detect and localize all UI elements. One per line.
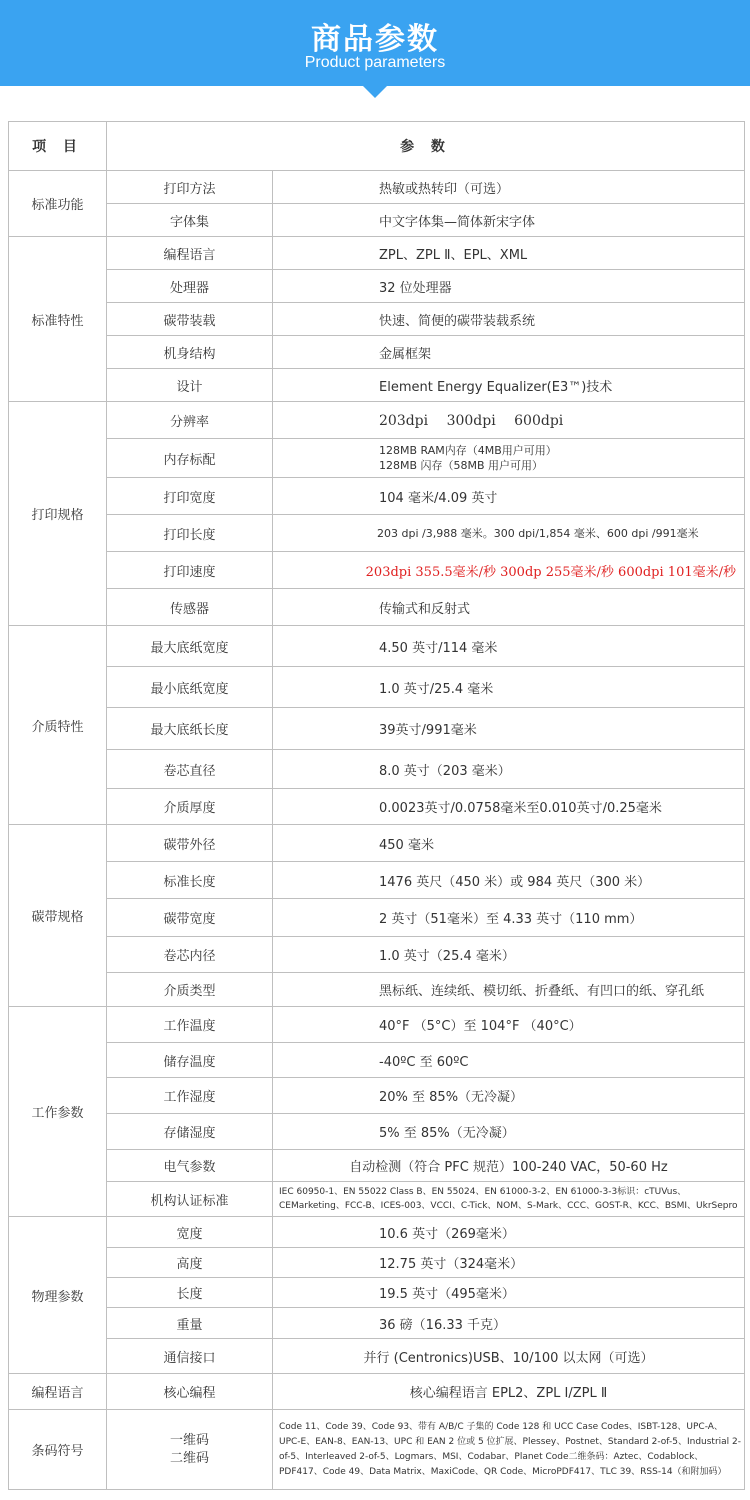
row-label <box>107 1410 273 1490</box>
row-label: 分辨率 <box>107 402 273 439</box>
row-label: 机构认证标准 <box>107 1182 273 1217</box>
row-value: 39英寸/991毫米 <box>273 708 745 750</box>
group-label: 标准功能 <box>9 171 107 237</box>
row-value: 5% 至 85%（无冷凝） <box>273 1114 745 1150</box>
table-row <box>9 478 745 515</box>
group-label: 标准特性 <box>9 237 107 402</box>
row-label: 最大底纸长度 <box>107 708 273 750</box>
table-row <box>9 1248 745 1278</box>
table-row <box>9 937 745 973</box>
row-value: -40ºC 至 60ºC <box>273 1043 745 1078</box>
table-row <box>9 789 745 825</box>
row-value: 1.0 英寸/25.4 毫米 <box>273 667 745 708</box>
row-value: 1.0 英寸（25.4 毫米） <box>273 937 745 973</box>
group-label: 工作参数 <box>9 1007 107 1217</box>
row-label: 设计 <box>107 369 273 402</box>
row-value: 快速、简便的碳带装载系统 <box>273 303 745 336</box>
row-value: 传输式和反射式 <box>273 589 745 626</box>
row-label-line: 一维码 <box>169 1432 209 1448</box>
row-value: 黑标纸、连续纸、模切纸、折叠纸、有凹口的纸、穿孔纸 <box>273 973 745 1007</box>
table-row <box>9 1114 745 1150</box>
row-value: Element Energy Equalizer(E3™)技术 <box>273 369 745 402</box>
row-label: 碳带宽度 <box>107 899 273 937</box>
row-value: 并行 (Centronics)USB、10/100 以太网（可选） <box>273 1339 745 1374</box>
row-value: 核心编程语言 EPL2、ZPL I/ZPL Ⅱ <box>273 1374 745 1410</box>
row-value: 中文字体集—简体新宋字体 <box>273 204 745 237</box>
row-label: 工作湿度 <box>107 1078 273 1114</box>
row-value: 10.6 英寸（269毫米） <box>273 1217 745 1248</box>
row-label: 电气参数 <box>107 1150 273 1182</box>
table-row <box>9 515 745 552</box>
table-row <box>9 973 745 1007</box>
row-value: IEC 60950-1、EN 55022 Class B、EN 55024、EN 61000-3-2、EN 61000-3-3标识：cTUVus、CEMarketing、FCC-B、ICES-003、VCCI、C-Tick、NOM、S-Mark、CCC、GOST-R、KCC、BSMI、UkrSepro <box>273 1182 745 1217</box>
row-label: 打印长度 <box>107 515 273 552</box>
row-value: 203dpi 300dpi 600dpi <box>273 402 745 439</box>
table-row <box>9 750 745 789</box>
group-label: 编程语言 <box>9 1374 107 1410</box>
row-value: 12.75 英寸（324毫米） <box>273 1248 745 1278</box>
row-label: 储存温度 <box>107 1043 273 1078</box>
row-label: 处理器 <box>107 270 273 303</box>
table-row <box>9 552 745 589</box>
table-row <box>9 303 745 336</box>
table-row <box>9 708 745 750</box>
row-label: 工作温度 <box>107 1007 273 1043</box>
row-label: 标准长度 <box>107 862 273 899</box>
row-label: 打印宽度 <box>107 478 273 515</box>
table-row <box>9 1182 745 1217</box>
table-row <box>9 1007 745 1043</box>
table-row <box>9 1308 745 1339</box>
row-label-line: 二维码 <box>169 1450 209 1466</box>
row-value: 8.0 英寸（203 毫米） <box>273 750 745 789</box>
table-row <box>9 1150 745 1182</box>
table-row <box>9 862 745 899</box>
table-header-row <box>9 122 745 171</box>
row-label: 打印速度 <box>107 552 273 589</box>
row-label: 长度 <box>107 1278 273 1308</box>
row-label: 宽度 <box>107 1217 273 1248</box>
page-title: 商品参数 <box>311 22 439 57</box>
row-value: Code 11、Code 39、Code 93、带有 A/B/C 子集的 Code 128 和 UCC Case Codes、ISBT-128、UPC-A、UPC-E、EAN-8、EAN-13、UPC 和 EAN 2 位或 5 位扩展、Plessey、Postnet、Standard 2-of-5、Industrial 2-of-5、Interleaved 2-of-5、Logmars、MSI、Codabar、Planet Code二维条码：Aztec、Codablock、PDF417、Code 49、Data Matrix、MaxiCode、QR Code、MicroPDF417、TLC 39、RSS-14（和附加码） <box>273 1410 745 1490</box>
row-label: 编程语言 <box>107 237 273 270</box>
row-label: 碳带外径 <box>107 825 273 862</box>
table-row <box>9 270 745 303</box>
row-label: 高度 <box>107 1248 273 1278</box>
group-label: 打印规格 <box>9 402 107 626</box>
row-label: 通信接口 <box>107 1339 273 1374</box>
group-label: 物理参数 <box>9 1217 107 1374</box>
table-row <box>9 667 745 708</box>
row-value: 金属框架 <box>273 336 745 369</box>
table-row <box>9 171 745 204</box>
row-label: 内存标配 <box>107 439 273 478</box>
row-value: 40°F （5°C）至 104°F （40°C） <box>273 1007 745 1043</box>
header-item: 项 目 <box>9 122 107 171</box>
row-value: 203dpi 355.5毫米/秒 300dp 255毫米/秒 600dpi 101毫米/秒 <box>273 552 745 589</box>
row-label: 机身结构 <box>107 336 273 369</box>
row-label: 介质类型 <box>107 973 273 1007</box>
row-value: 36 磅（16.33 千克） <box>273 1308 745 1339</box>
table-row <box>9 402 745 439</box>
table-row <box>9 1339 745 1374</box>
table-row <box>9 1410 745 1490</box>
table-row <box>9 1078 745 1114</box>
row-label: 打印方法 <box>107 171 273 204</box>
row-label: 核心编程 <box>107 1374 273 1410</box>
table-row <box>9 237 745 270</box>
row-value: 203 dpi /3,988 毫米。300 dpi/1,854 毫米、600 dpi /991毫米 <box>273 515 745 552</box>
group-label: 介质特性 <box>9 626 107 825</box>
row-label: 最大底纸宽度 <box>107 626 273 667</box>
row-value: 2 英寸（51毫米）至 4.33 英寸（110 mm） <box>273 899 745 937</box>
row-label: 存储湿度 <box>107 1114 273 1150</box>
row-label: 最小底纸宽度 <box>107 667 273 708</box>
row-label: 碳带装载 <box>107 303 273 336</box>
header-param: 参 数 <box>107 122 745 171</box>
table-row <box>9 1278 745 1308</box>
row-value-line: 128MB RAM内存（4MB用户可用） <box>379 444 557 457</box>
row-value: 450 毫米 <box>273 825 745 862</box>
row-value: 0.0023英寸/0.0758毫米至0.010英寸/0.25毫米 <box>273 789 745 825</box>
table-row <box>9 336 745 369</box>
row-value: 19.5 英寸（495毫米） <box>273 1278 745 1308</box>
table-row <box>9 1217 745 1248</box>
row-value-line: 128MB 闪存（58MB 用户可用） <box>379 459 544 472</box>
row-value: 自动检测（符合 PFC 规范）100-240 VAC，50-60 Hz <box>273 1150 745 1182</box>
row-label: 重量 <box>107 1308 273 1339</box>
row-label: 传感器 <box>107 589 273 626</box>
row-value: 4.50 英寸/114 毫米 <box>273 626 745 667</box>
table-row <box>9 439 745 478</box>
row-value: 32 位处理器 <box>273 270 745 303</box>
table-row <box>9 589 745 626</box>
row-value: 1476 英尺（450 米）或 984 英尺（300 米） <box>273 862 745 899</box>
row-value <box>273 439 745 478</box>
row-label: 卷芯直径 <box>107 750 273 789</box>
group-label: 碳带规格 <box>9 825 107 1007</box>
row-label: 介质厚度 <box>107 789 273 825</box>
header-banner <box>0 0 750 86</box>
row-value: 104 毫米/4.09 英寸 <box>273 478 745 515</box>
table-row <box>9 825 745 862</box>
group-label: 条码符号 <box>9 1410 107 1490</box>
spec-table <box>8 121 745 1490</box>
row-value: 热敏或热转印（可选） <box>273 171 745 204</box>
row-value: 20% 至 85%（无冷凝） <box>273 1078 745 1114</box>
table-row <box>9 1043 745 1078</box>
banner-arrow <box>363 86 387 98</box>
row-label: 字体集 <box>107 204 273 237</box>
table-row <box>9 1374 745 1410</box>
row-label: 卷芯内径 <box>107 937 273 973</box>
table-row <box>9 899 745 937</box>
table-row <box>9 626 745 667</box>
row-value: ZPL、ZPL Ⅱ、EPL、XML <box>273 237 745 270</box>
table-row <box>9 369 745 402</box>
table-row <box>9 204 745 237</box>
page-subtitle: Product parameters <box>304 54 446 71</box>
